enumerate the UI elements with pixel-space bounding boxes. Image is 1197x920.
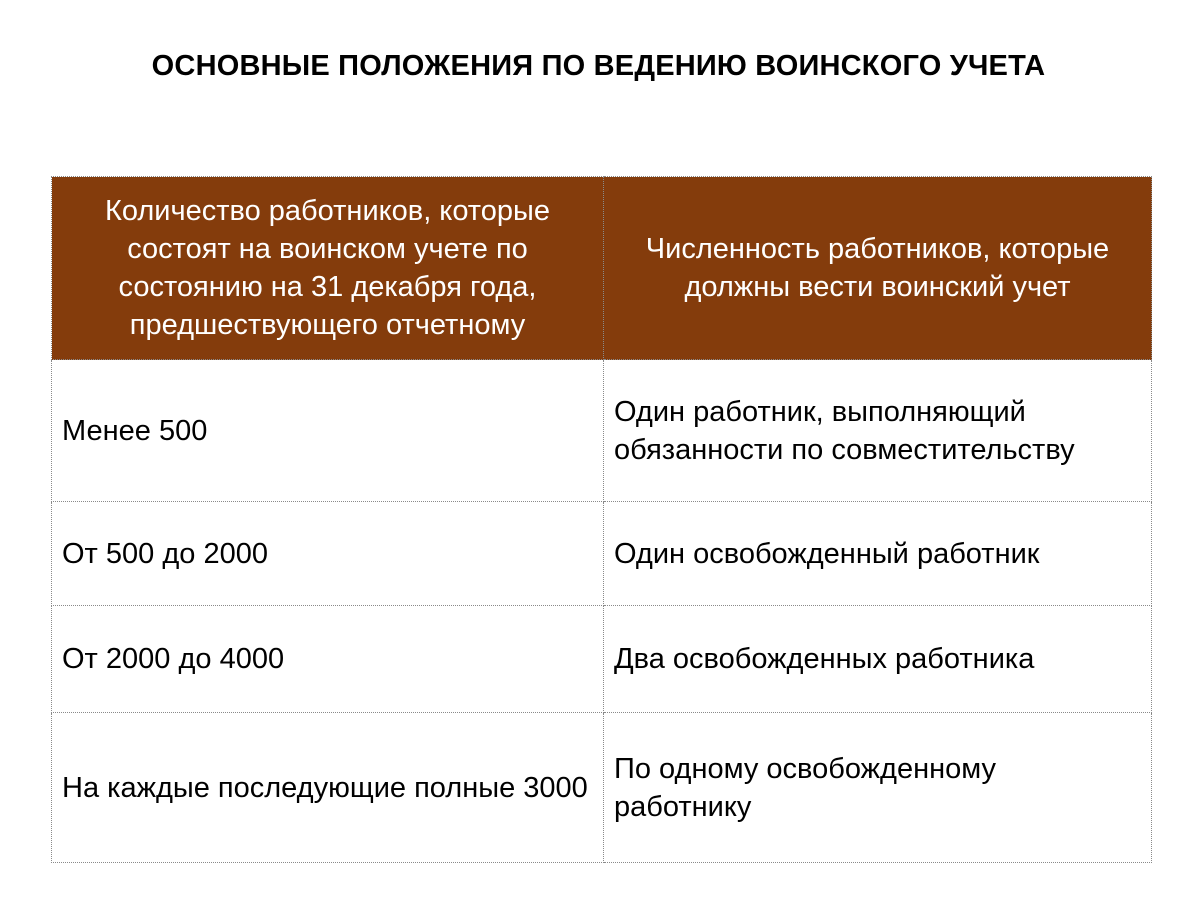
cell-employee-count: На каждые последующие полные 3000 bbox=[52, 713, 604, 863]
table-row bbox=[52, 606, 1152, 713]
table-row bbox=[52, 713, 1152, 863]
cell-staff-required: Один работник, выполняющий обязанности по совместительству bbox=[604, 360, 1152, 502]
cell-staff-required: Два освобожденных работника bbox=[604, 606, 1152, 713]
table-row bbox=[52, 360, 1152, 502]
cell-staff-required: Один освобожденный работник bbox=[604, 502, 1152, 606]
cell-employee-count: От 2000 до 4000 bbox=[52, 606, 604, 713]
page-title: ОСНОВНЫЕ ПОЛОЖЕНИЯ ПО ВЕДЕНИЮ ВОИНСКОГО УЧЕТА bbox=[151, 50, 1046, 82]
header-staff-required: Численность работников, которые должны вести воинский учет bbox=[604, 177, 1152, 360]
header-employees-registered: Количество работников, которые состоят на воинском учете по состоянию на 31 декабря года, предшествующего отчетному bbox=[52, 177, 604, 360]
table-row bbox=[52, 502, 1152, 606]
cell-employee-count: Менее 500 bbox=[52, 360, 604, 502]
military-registration-table bbox=[51, 176, 1152, 863]
table-header-row bbox=[52, 177, 1152, 360]
cell-employee-count: От 500 до 2000 bbox=[52, 502, 604, 606]
cell-staff-required: По одному освобожденному работнику bbox=[604, 713, 1152, 863]
